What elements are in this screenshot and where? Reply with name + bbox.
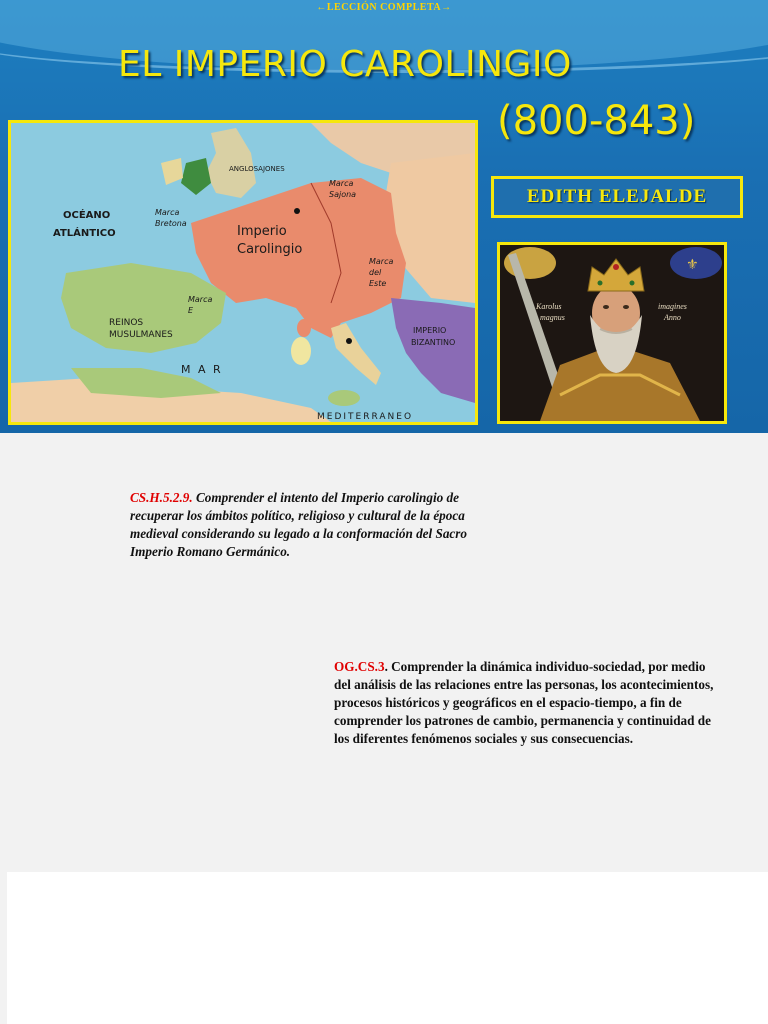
- map-label-oceano: OCÉANO: [63, 210, 111, 221]
- map-label-bizantino-2: BIZANTINO: [411, 338, 456, 347]
- portrait-inscription-right-1: imagines: [658, 302, 687, 311]
- map-label-reinos-1: REINOS: [109, 318, 144, 328]
- title-slide-banner: [0, 0, 768, 433]
- map-label-mediterraneo: MEDITERRANEO: [317, 412, 414, 422]
- slide-title: EL IMPERIO CAROLINGIO: [118, 44, 572, 85]
- map-illustration: [11, 123, 475, 422]
- portrait-inscription-left-2: magnus: [540, 313, 565, 322]
- blank-page-panel: [7, 872, 768, 1024]
- charlemagne-portrait: [497, 242, 727, 424]
- map-label-anglosajones: ANGLOSAJONES: [229, 165, 285, 173]
- map-label-bizantino-1: IMPERIO: [413, 326, 447, 335]
- map-label-marca-este-3: Este: [369, 279, 387, 288]
- map-label-imperio-2: Carolingio: [237, 242, 303, 257]
- map-label-marca-sajona-2: Sajona: [329, 190, 357, 199]
- svg-text:⚜: ⚜: [686, 257, 699, 273]
- map-label-atlantico: ATLÁNTICO: [53, 228, 116, 239]
- objective-cs-h: [130, 489, 510, 561]
- charlemagne-illustration: [500, 245, 724, 421]
- portrait-inscription-right-2: Anno: [664, 313, 681, 322]
- map-label-marca-bretona-1: Marca: [155, 208, 180, 217]
- map-label-imperio-1: Imperio: [237, 224, 287, 239]
- map-label-marca-e-2: E: [188, 306, 194, 315]
- map-label-marca-este-2: del: [369, 268, 382, 277]
- author-box: [491, 176, 743, 218]
- map-label-marca-este-1: Marca: [369, 257, 394, 266]
- carolingian-map: [8, 120, 478, 425]
- objective-og-cs: [334, 658, 714, 748]
- slide-years: (800-843): [497, 98, 696, 144]
- map-label-marca-bretona-2: Bretona: [155, 219, 187, 228]
- objective-code: OG.CS.3: [334, 659, 385, 674]
- lesson-tag: ←LECCIÓN COMPLETA→: [316, 2, 452, 13]
- map-label-reinos-2: MUSULMANES: [109, 330, 173, 340]
- objective-text: . Comprender la dinámica individuo-sociedad, por medio del análisis de las relaciones entre las personas, los acontecimientos, procesos históricos y geográficos en el espacio-tiempo, a fin de comprender los patrones de cambio, permanencia y continuidad de los diferentes fenómenos sociales y sus consecuencias.: [334, 659, 714, 746]
- objective-text: Comprender el intento del Imperio carolingio de recuperar los ámbitos político, religioso y cultural de la época medieval considerando su legado a la conformación del Sacro Imperio Romano Germánico.: [130, 490, 468, 559]
- portrait-inscription-left-1: Karolus: [536, 302, 562, 311]
- map-label-mar: M A R: [181, 363, 223, 376]
- objective-code: CS.H.5.2.9.: [130, 490, 193, 505]
- map-label-marca-sajona-1: Marca: [329, 179, 354, 188]
- author-name: EDITH ELEJALDE: [526, 186, 708, 207]
- map-label-marca-e-1: Marca: [188, 295, 213, 304]
